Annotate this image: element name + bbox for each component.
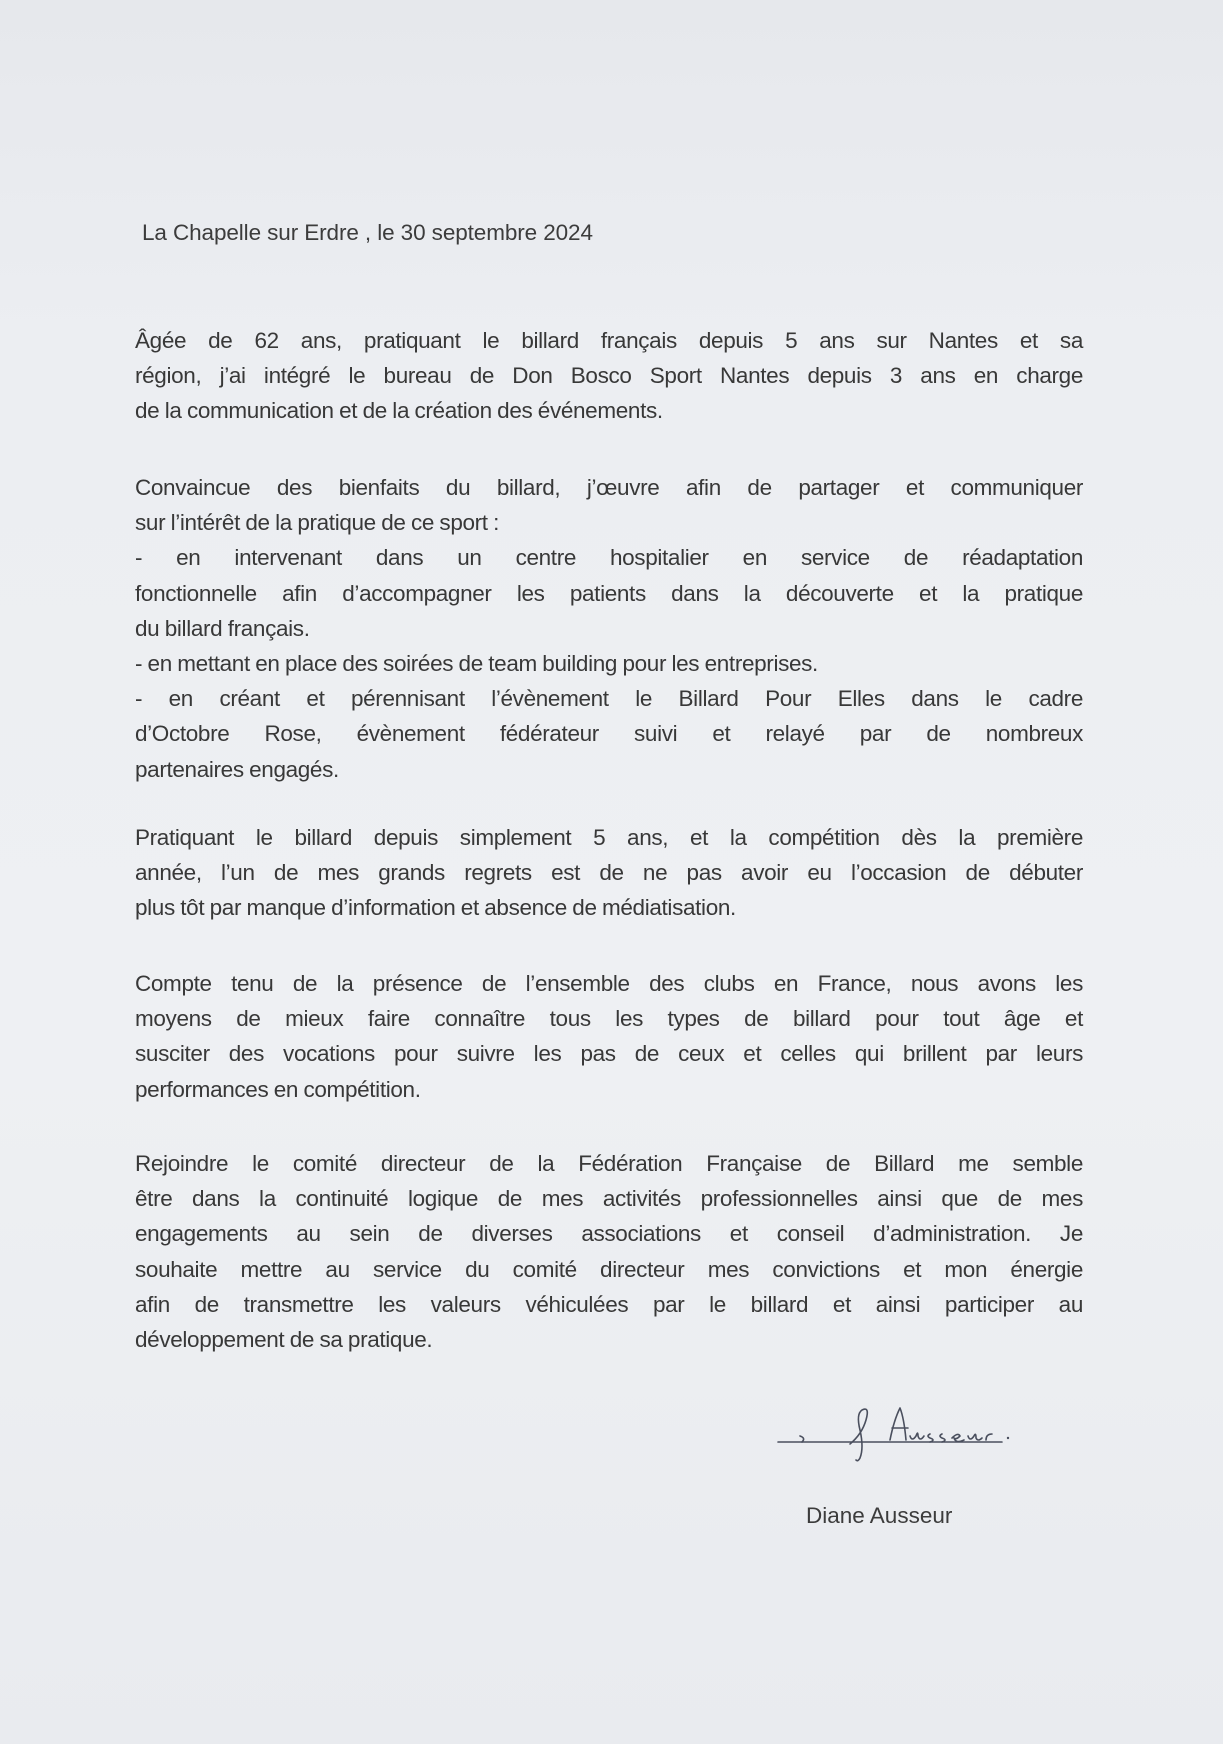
text-line: partenaires engagés.	[135, 756, 339, 782]
paragraph-regrets	[135, 820, 1083, 926]
text-line: Âgée de 62 ans, pratiquant le billard français depuis 5 ans sur Nantes et sa	[135, 328, 1083, 353]
paragraph-introduction	[135, 323, 1083, 429]
text-line: Compte tenu de la présence de l’ensemble des clubs en France, nous avons les	[135, 971, 1083, 996]
bullet-line: - en intervenant dans un centre hospitalier en service de réadaptation	[135, 545, 1083, 571]
text-line: du billard français.	[135, 615, 310, 641]
paragraph-candidacy	[135, 1146, 1083, 1357]
text-line: plus tôt par manque d’information et absence de médiatisation.	[135, 895, 736, 921]
text-line: engagements au sein de diverses associations et conseil d’administration. Je	[135, 1221, 1083, 1247]
text-line: d’Octobre Rose, évènement fédérateur suivi et relayé par de nombreux	[135, 721, 1083, 747]
bullet-line: - en mettant en place des soirées de team building pour les entreprises.	[135, 651, 818, 677]
text-line: être dans la continuité logique de mes activités professionnelles ainsi que de mes	[135, 1186, 1083, 1212]
signer-name: Diane Ausseur	[806, 1503, 953, 1528]
text-line: région, j’ai intégré le bureau de Don Bosco Sport Nantes depuis 3 ans en charge	[135, 363, 1083, 389]
text-line: moyens de mieux faire connaître tous les types de billard pour tout âge et	[135, 1006, 1083, 1032]
text-line: susciter des vocations pour suivre les pas de ceux et celles qui brillent par leurs	[135, 1041, 1083, 1067]
text-line: Pratiquant le billard depuis simplement 5 ans, et la compétition dès la première	[135, 825, 1083, 850]
bullet-line: - en créant et pérennisant l’évènement le Billard Pour Elles dans le cadre	[135, 686, 1083, 712]
place-and-date: La Chapelle sur Erdre , le 30 septembre 2024	[142, 220, 593, 245]
paragraph-clubs	[135, 966, 1083, 1107]
text-line: fonctionnelle afin d’accompagner les patients dans la découverte et la pratique	[135, 580, 1083, 606]
text-line: souhaite mettre au service du comité directeur mes convictions et mon énergie	[135, 1256, 1083, 1282]
text-line: Convaincue des bienfaits du billard, j’œuvre afin de partager et communiquer	[135, 475, 1083, 500]
text-line: de la communication et de la création des événements.	[135, 398, 663, 424]
text-line: développement de sa pratique.	[135, 1327, 433, 1353]
text-line: sur l’intérêt de la pratique de ce sport :	[135, 510, 500, 536]
text-line: Rejoindre le comité directeur de la Fédération Française de Billard me semble	[135, 1151, 1083, 1176]
text-line: performances en compétition.	[135, 1076, 421, 1102]
text-line: année, l’un de mes grands regrets est de ne pas avoir eu l’occasion de débuter	[135, 860, 1083, 886]
paragraph-commitments	[135, 470, 1083, 787]
text-line: afin de transmettre les valeurs véhiculées par le billard et ainsi participer au	[135, 1291, 1083, 1317]
handwritten-signature	[770, 1400, 1040, 1480]
